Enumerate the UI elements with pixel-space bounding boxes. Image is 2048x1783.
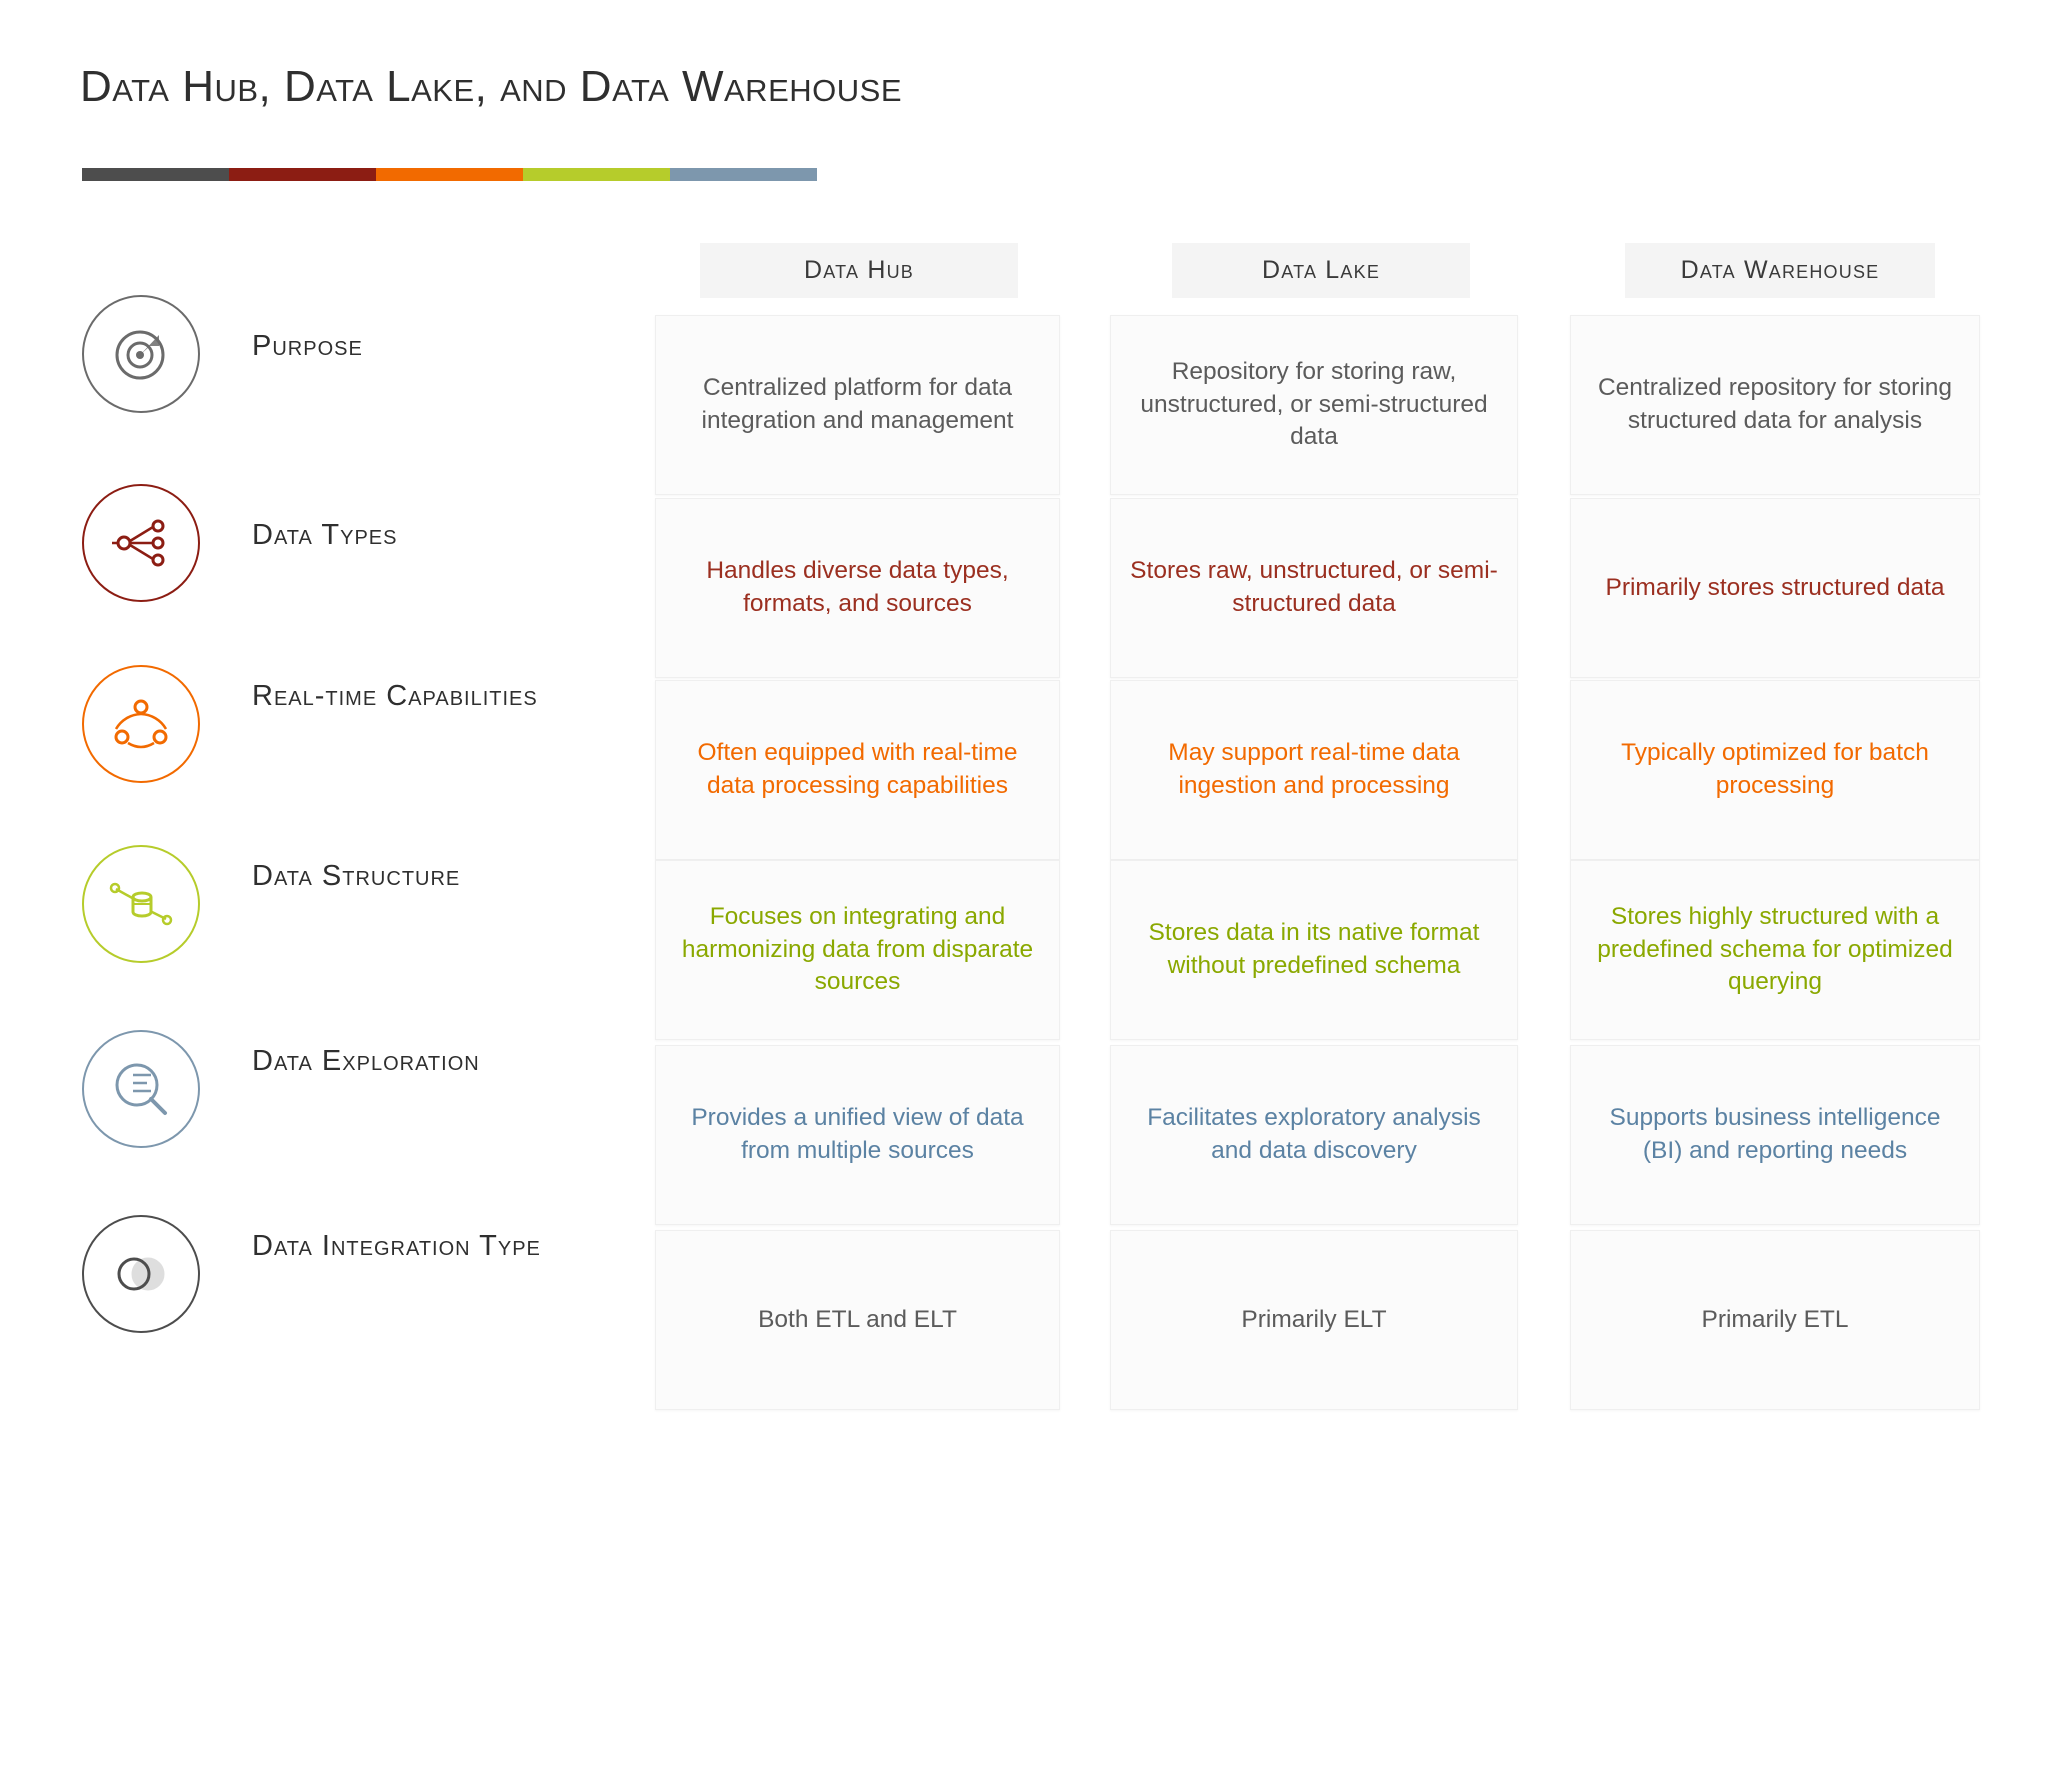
column-header-data-hub: Data Hub: [700, 243, 1018, 298]
comparison-cell: Stores highly structured with a predefined schema for optimized querying: [1570, 860, 1980, 1040]
comparison-cell: Stores data in its native format without predefined schema: [1110, 860, 1518, 1040]
comparison-cell: Primarily ELT: [1110, 1230, 1518, 1410]
comparison-cell: Both ETL and ELT: [655, 1230, 1060, 1410]
rule-segment-1: [82, 168, 229, 181]
comparison-cell: Handles diverse data types, formats, and sources: [655, 498, 1060, 678]
comparison-cell: Provides a unified view of data from multiple sources: [655, 1045, 1060, 1225]
rule-segment-4: [523, 168, 670, 181]
comparison-cell: Often equipped with real-time data processing capabilities: [655, 680, 1060, 860]
rule-segment-5: [670, 168, 817, 181]
data-nodes-icon: [82, 484, 200, 602]
target-icon: [82, 295, 200, 413]
comparison-cell: Centralized platform for data integration and management: [655, 315, 1060, 495]
row-label: Data Integration Type: [252, 1230, 541, 1262]
row-icon-wrapper: [82, 1215, 200, 1333]
comparison-cell: Typically optimized for batch processing: [1570, 680, 1980, 860]
row-label: Data Types: [252, 519, 398, 551]
comparison-cell: Supports business intelligence (BI) and reporting needs: [1570, 1045, 1980, 1225]
comparison-cell: Primarily stores structured data: [1570, 498, 1980, 678]
comparison-cell: Primarily ETL: [1570, 1230, 1980, 1410]
comparison-cell: Stores raw, unstructured, or semi-structured data: [1110, 498, 1518, 678]
row-icon-wrapper: [82, 665, 200, 783]
page-title: Data Hub, Data Lake, and Data Warehouse: [80, 62, 902, 111]
overlapping-circles-icon: [82, 1215, 200, 1333]
comparison-cell: May support real-time data ingestion and processing: [1110, 680, 1518, 860]
row-label: Data Exploration: [252, 1045, 480, 1077]
comparison-cell: Facilitates exploratory analysis and data discovery: [1110, 1045, 1518, 1225]
comparison-cell: Repository for storing raw, unstructured, or semi-structured data: [1110, 315, 1518, 495]
row-icon-wrapper: [82, 845, 200, 963]
row-label: Real-time Capabilities: [252, 680, 538, 712]
row-icon-wrapper: [82, 295, 200, 413]
rule-segment-2: [229, 168, 376, 181]
realtime-network-icon: [82, 665, 200, 783]
database-link-icon: [82, 845, 200, 963]
row-label: Purpose: [252, 330, 363, 362]
column-header-data-warehouse: Data Warehouse: [1625, 243, 1935, 298]
column-header-data-lake: Data Lake: [1172, 243, 1470, 298]
color-rule: [82, 168, 817, 181]
magnifier-chart-icon: [82, 1030, 200, 1148]
row-icon-wrapper: [82, 1030, 200, 1148]
row-icon-wrapper: [82, 484, 200, 602]
comparison-cell: Focuses on integrating and harmonizing data from disparate sources: [655, 860, 1060, 1040]
row-label: Data Structure: [252, 860, 461, 892]
comparison-cell: Centralized repository for storing structured data for analysis: [1570, 315, 1980, 495]
rule-segment-3: [376, 168, 523, 181]
